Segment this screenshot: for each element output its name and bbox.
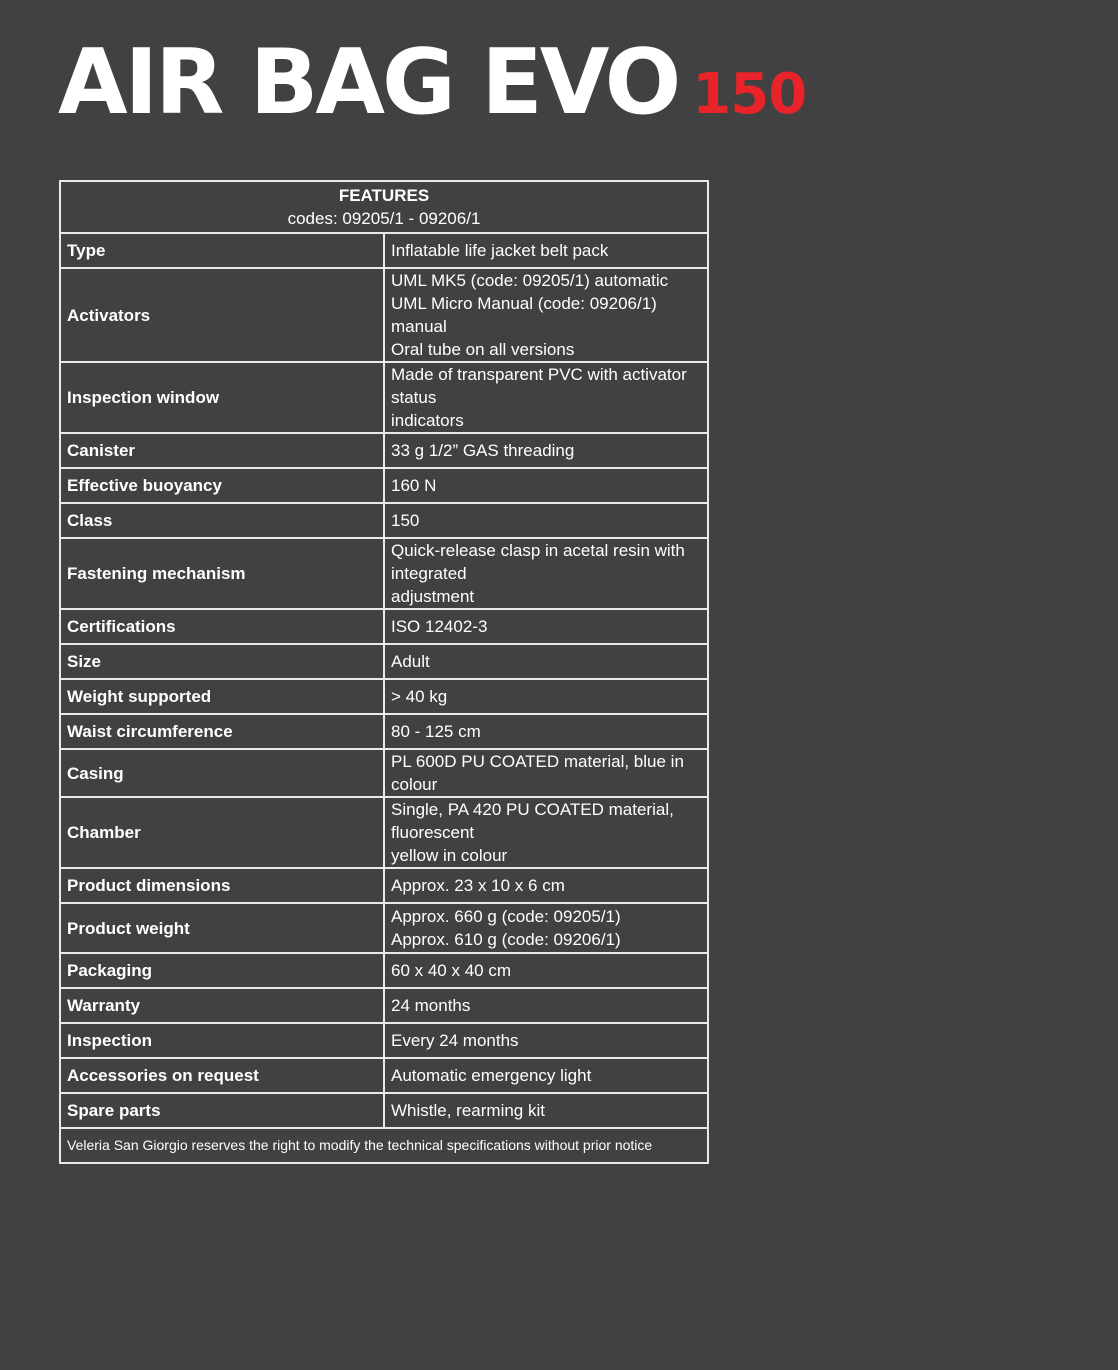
disclaimer-note: Veleria San Giorgio reserves the right to modify the technical specifications without prior notice — [60, 1128, 708, 1163]
spec-label: Effective buoyancy — [60, 468, 384, 503]
features-codes: codes: 09205/1 - 09206/1 — [287, 209, 481, 228]
spec-row — [60, 1058, 708, 1093]
spec-value — [384, 538, 708, 609]
spec-value — [384, 503, 708, 538]
spec-label: Type — [60, 233, 384, 268]
spec-value-line: UML MK5 (code: 09205/1) automatic — [391, 271, 669, 290]
spec-value — [384, 609, 708, 644]
spec-value-line: 160 N — [391, 476, 437, 495]
spec-row — [60, 868, 708, 903]
spec-row — [60, 1093, 708, 1128]
spec-value — [384, 1093, 708, 1128]
spec-label: Inspection window — [60, 362, 384, 433]
spec-row — [60, 1023, 708, 1058]
spec-row — [60, 714, 708, 749]
spec-label: Fastening mechanism — [60, 538, 384, 609]
features-header-row — [60, 181, 708, 233]
spec-label: Accessories on request — [60, 1058, 384, 1093]
spec-label: Spare parts — [60, 1093, 384, 1128]
spec-value-line: indicators — [391, 411, 464, 430]
spec-row — [60, 609, 708, 644]
spec-value-line: Single, PA 420 PU COATED material, fluorescent — [391, 800, 674, 842]
spec-label: Size — [60, 644, 384, 679]
spec-value — [384, 953, 708, 988]
spec-value-line: yellow in colour — [391, 846, 508, 865]
spec-value-line: 60 x 40 x 40 cm — [391, 961, 512, 980]
spec-label: Weight supported — [60, 679, 384, 714]
spec-value — [384, 1023, 708, 1058]
product-name: AIR BAG EVO — [58, 30, 679, 135]
spec-row — [60, 268, 708, 362]
spec-row — [60, 679, 708, 714]
spec-value-line: Every 24 months — [391, 1031, 519, 1050]
spec-value-line: Inflatable life jacket belt pack — [391, 241, 609, 260]
spec-label: Certifications — [60, 609, 384, 644]
disclaimer-row — [60, 1128, 708, 1163]
spec-label: Activators — [60, 268, 384, 362]
spec-value-line: 80 - 125 cm — [391, 722, 481, 741]
spec-row — [60, 362, 708, 433]
product-class-number: 150 — [692, 62, 807, 127]
spec-row — [60, 468, 708, 503]
spec-row — [60, 503, 708, 538]
spec-value-line: Oral tube on all versions — [391, 340, 575, 359]
spec-value — [384, 903, 708, 953]
spec-value-line: Quick-release clasp in acetal resin with integrated — [391, 541, 685, 583]
spec-value-line: > 40 kg — [391, 687, 448, 706]
spec-label: Warranty — [60, 988, 384, 1023]
spec-label: Product weight — [60, 903, 384, 953]
spec-value-line: Whistle, rearming kit — [391, 1101, 545, 1120]
spec-label: Product dimensions — [60, 868, 384, 903]
spec-value-line: 24 months — [391, 996, 471, 1015]
spec-value — [384, 749, 708, 797]
spec-value — [384, 868, 708, 903]
spec-value — [384, 468, 708, 503]
spec-value-line: 33 g 1/2” GAS threading — [391, 441, 575, 460]
spec-value-line: Made of transparent PVC with activator status — [391, 365, 687, 407]
spec-value — [384, 268, 708, 362]
spec-row — [60, 433, 708, 468]
spec-row — [60, 953, 708, 988]
spec-value-line: Approx. 610 g (code: 09206/1) — [391, 930, 621, 949]
spec-value-line: Approx. 23 x 10 x 6 cm — [391, 876, 565, 895]
features-heading: FEATURES — [338, 186, 430, 205]
spec-row — [60, 538, 708, 609]
spec-label: Class — [60, 503, 384, 538]
spec-label: Packaging — [60, 953, 384, 988]
spec-value — [384, 433, 708, 468]
spec-label: Canister — [60, 433, 384, 468]
spec-value — [384, 679, 708, 714]
spec-value-line: PL 600D PU COATED material, blue in colour — [391, 752, 684, 794]
spec-row — [60, 988, 708, 1023]
spec-value-line: UML Micro Manual (code: 09206/1) manual — [391, 294, 657, 336]
spec-label: Chamber — [60, 797, 384, 868]
spec-value — [384, 362, 708, 433]
features-header — [60, 181, 708, 233]
spec-value-line: ISO 12402-3 — [391, 617, 488, 636]
spec-label: Waist circumference — [60, 714, 384, 749]
product-title — [58, 30, 807, 135]
spec-value-line: Approx. 660 g (code: 09205/1) — [391, 907, 621, 926]
spec-row — [60, 644, 708, 679]
spec-value — [384, 714, 708, 749]
spec-value-line: adjustment — [391, 587, 475, 606]
spec-value-line: Adult — [391, 652, 430, 671]
spec-row — [60, 233, 708, 268]
spec-value-line: 150 — [391, 511, 420, 530]
spec-value — [384, 1058, 708, 1093]
spec-row — [60, 797, 708, 868]
spec-row — [60, 903, 708, 953]
spec-label: Inspection — [60, 1023, 384, 1058]
spec-value — [384, 644, 708, 679]
spec-value-line: Automatic emergency light — [391, 1066, 592, 1085]
spec-value — [384, 233, 708, 268]
spec-row — [60, 749, 708, 797]
spec-value — [384, 988, 708, 1023]
features-table — [59, 180, 709, 1164]
spec-label: Casing — [60, 749, 384, 797]
spec-value — [384, 797, 708, 868]
